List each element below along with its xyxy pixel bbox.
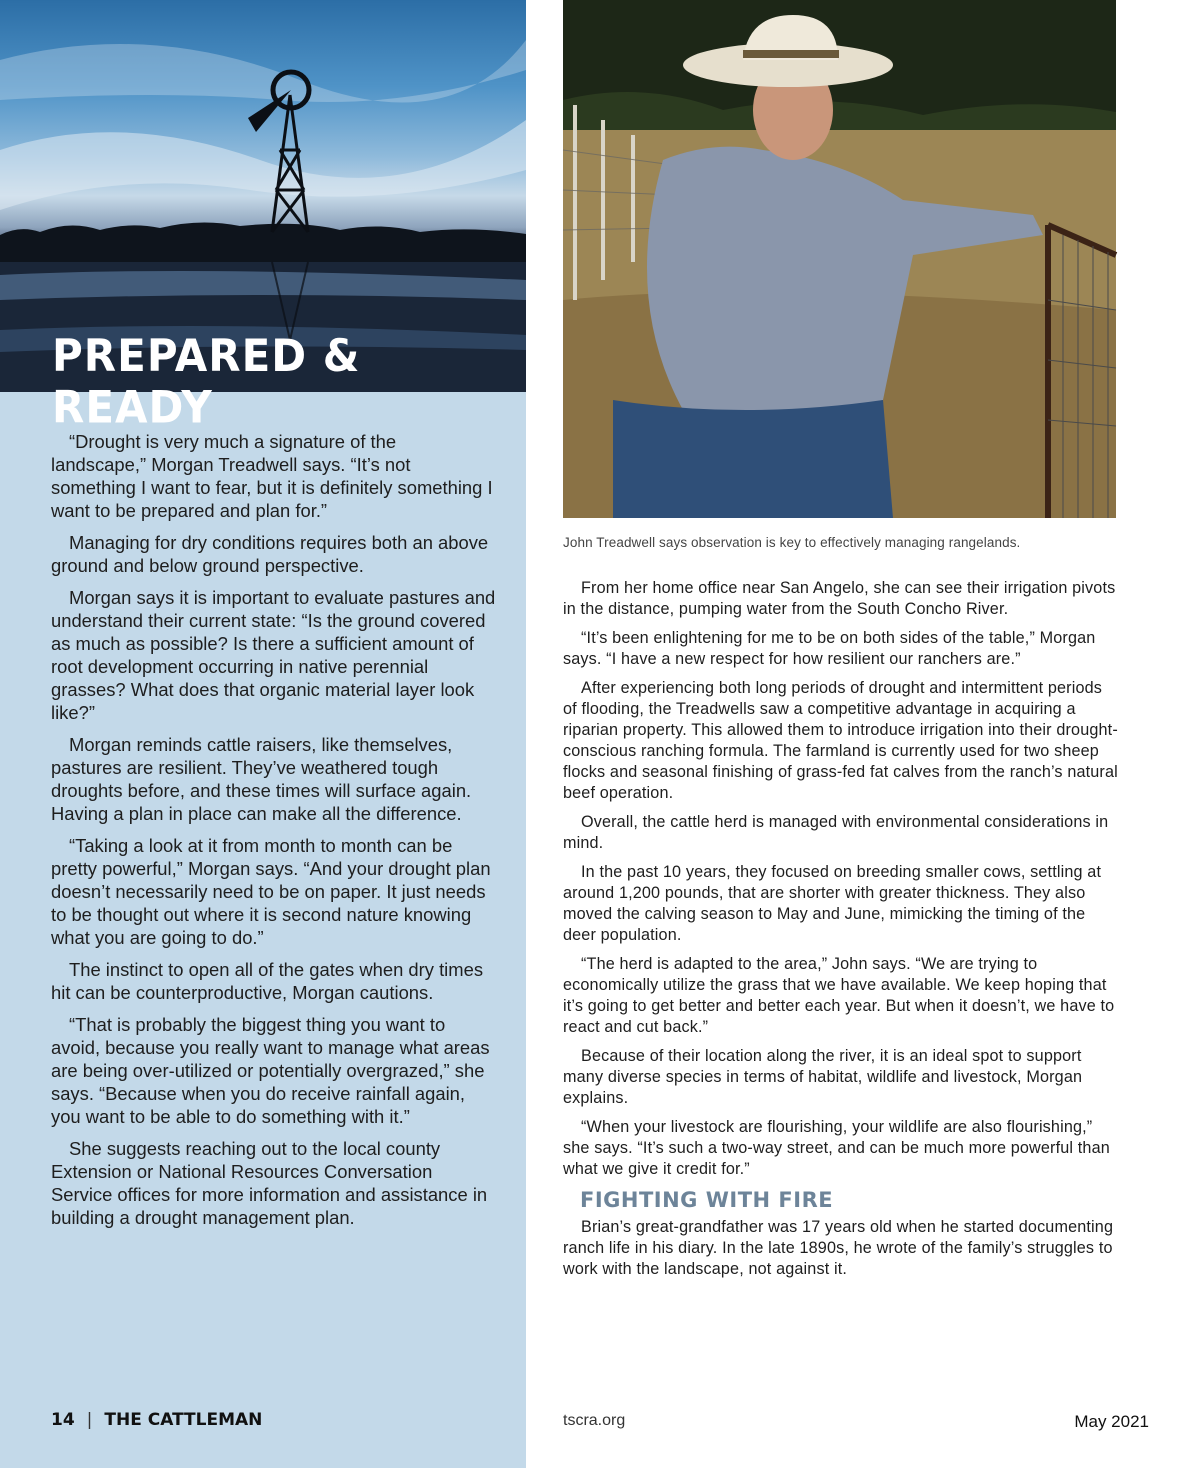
paragraph: “Taking a look at it from month to month can be pretty powerful,” Morgan says. “And your drought plan doesn’t necessarily need to be on paper. It just needs to be thought out where it is second nature knowing what you are going to do.” — [51, 835, 491, 948]
paragraph: “Drought is very much a signature of the landscape,” Morgan Treadwell says. “It’s not something I want to fear, but it is definitely something I want to be prepared and plan for.” — [51, 431, 493, 521]
paragraph: “That is probably the biggest thing you want to avoid, because you really want to manage what areas are being over-utilized or potentially overgrazed,” she says. “Because when you do receive rainfall again, you want to be able to do something with it.” — [51, 1014, 490, 1127]
paragraph: Brian’s great-grandfather was 17 years old when he started documenting ranch life in his diary. In the late 1890s, he wrote of the family’s struggles to work with the landscape, not against it. — [563, 1218, 1114, 1278]
paragraph: After experiencing both long periods of drought and intermittent periods of flooding, the Treadwells saw a competitive advantage in acquiring a riparian property. This allowed them to introduce irrigation into their drought-conscious ranching formula. The farmland is currently used for two sheep flocks and seasonal finishing of grass-fed fat calves from the ranch’s natural beef operation. — [563, 679, 1118, 802]
paragraph: Morgan says it is important to evaluate pastures and understand their current state: “Is the ground covered as much as possible? Is there a sufficient amount of root development occurring in native perennial grasses? What does that organic material layer look like?” — [51, 587, 496, 723]
subheading: FIGHTING WITH FIRE — [580, 1188, 834, 1212]
paragraph: “The herd is adapted to the area,” John says. “We are trying to economically utilize the grass that we have available. We keep hoping that it’s going to get better and better each year. But when it doesn’t, we have to react and cut back.” — [563, 955, 1115, 1036]
paragraph: “It’s been enlightening for me to be on both sides of the table,” Morgan says. “I have a new respect for how resilient our ranchers are.” — [563, 629, 1096, 668]
paragraph: Managing for dry conditions requires both an above ground and below ground perspective. — [51, 532, 489, 576]
paragraph: Morgan reminds cattle raisers, like themselves, pastures are resilient. They’ve weathered tough droughts before, and these times will surface again. Having a plan in place can make all the difference. — [51, 734, 472, 824]
windmill-photo — [0, 0, 526, 433]
paragraph: Overall, the cattle herd is managed with environmental considerations in mind. — [563, 813, 1109, 852]
left-article-text — [51, 430, 496, 1238]
paragraph: From her home office near San Angelo, she can see their irrigation pivots in the distance, pumping water from the South Concho River. — [563, 579, 1116, 618]
footer-url: tscra.org — [563, 1412, 626, 1429]
publication-name: THE CATTLEMAN — [104, 1410, 263, 1430]
paragraph: In the past 10 years, they focused on breeding smaller cows, settling at around 1,200 pounds, that are shorter with greater thickness. They also moved the calving season to May and June, mimicking the timing of the deer population. — [563, 863, 1102, 944]
page-number: 14 — [51, 1410, 75, 1430]
right-article-text — [563, 578, 1118, 1288]
footer-date: May 2021 — [1074, 1412, 1149, 1431]
photo-caption: John Treadwell says observation is key to effectively managing rangelands. — [563, 535, 1021, 550]
rancher-photo — [563, 0, 1116, 518]
paragraph: “When your livestock are flourishing, your wildlife are also flourishing,” she says. “It’s such a two-way street, and can be much more powerful than what we give it credit for.” — [563, 1118, 1110, 1178]
footer-separator: | — [86, 1410, 93, 1430]
rancher-illustration — [563, 0, 1116, 518]
paragraph: The instinct to open all of the gates when dry times hit can be counterproductive, Morgan cautions. — [51, 959, 484, 1003]
paragraph: She suggests reaching out to the local county Extension or National Resources Conversation Service offices for more information and assistance in building a drought management plan. — [51, 1138, 488, 1228]
left-column — [0, 0, 526, 1468]
paragraph: Because of their location along the river, it is an ideal spot to support many diverse species in terms of habitat, wildlife and livestock, Morgan explains. — [563, 1047, 1083, 1107]
footer-publication — [51, 1410, 262, 1430]
section-title: PREPARED & READY — [52, 330, 361, 433]
